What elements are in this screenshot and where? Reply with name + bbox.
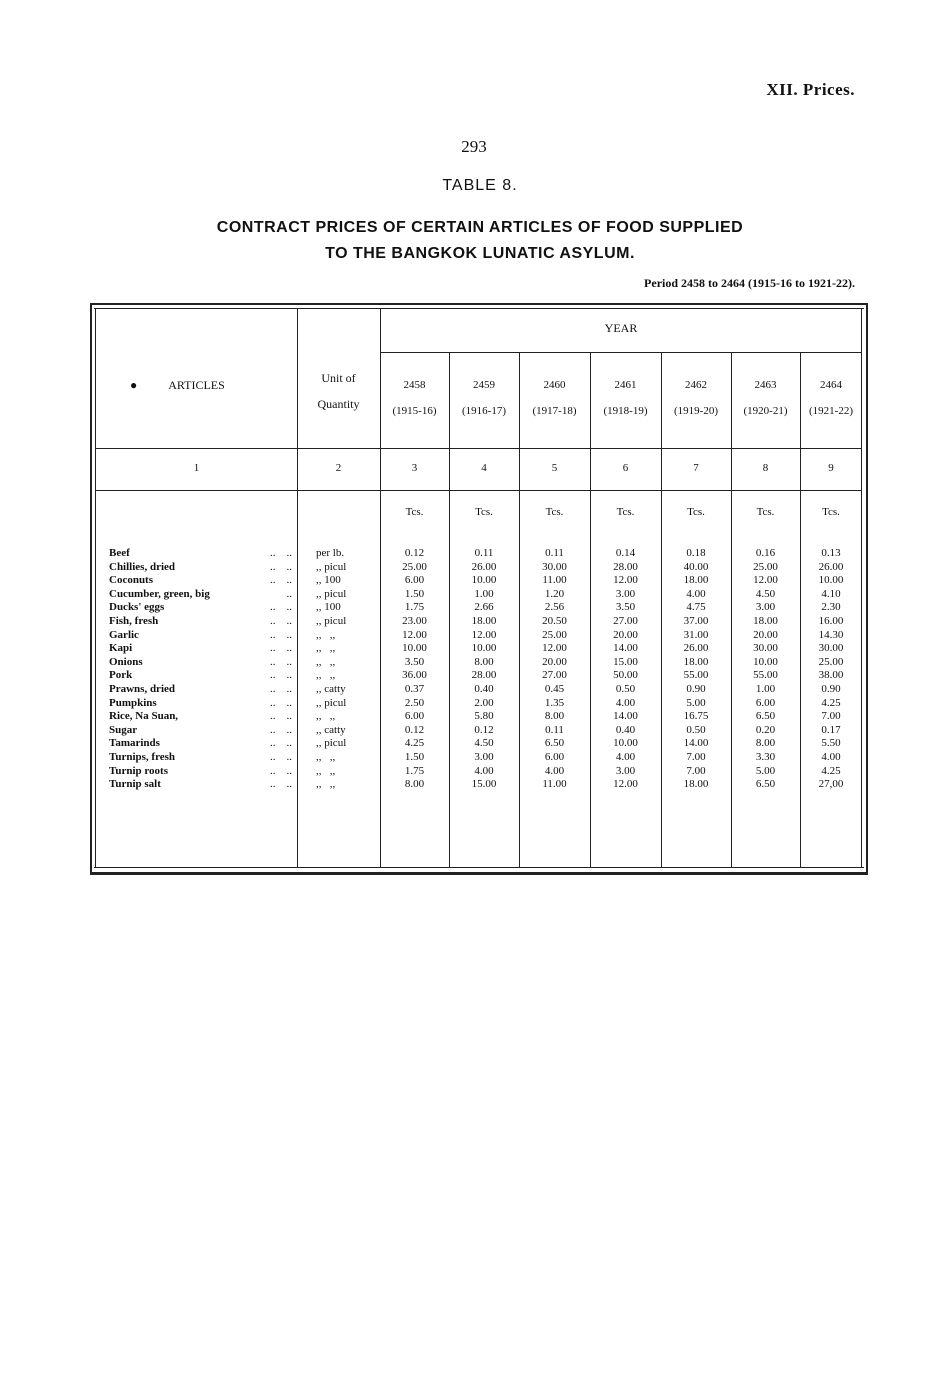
price-value: 6.00 <box>755 696 776 709</box>
price-value: 30.00 <box>818 642 844 655</box>
price-value: 6.50 <box>755 710 776 723</box>
year-ce: (1921-22) <box>809 405 853 417</box>
unit-of-quantity: ,, picul <box>316 737 347 750</box>
col-rule <box>449 352 450 868</box>
price-value: 8.00 <box>755 737 776 750</box>
price-value: 38.00 <box>818 669 844 682</box>
price-value: 0.11 <box>474 547 494 559</box>
price-value: 15.00 <box>471 778 497 791</box>
price-value: 18.00 <box>471 615 497 627</box>
unit-of-quantity: ,, ,, <box>316 642 336 655</box>
price-value: 18.00 <box>683 655 709 668</box>
price-value: 12.00 <box>471 628 497 641</box>
price-value: 0.90 <box>686 683 706 695</box>
leader-dots: .. .. <box>270 601 292 614</box>
price-value: 25.00 <box>753 560 778 573</box>
price-value: 27,00 <box>818 778 844 791</box>
price-value: 6.00 <box>404 710 425 723</box>
title-line-1: CONTRACT PRICES OF CERTAIN ARTICLES OF FOOD SUPPLIED <box>216 219 744 236</box>
price-value: 3.00 <box>474 751 494 763</box>
price-value: 4.10 <box>821 587 841 600</box>
price-value: 12.00 <box>613 778 638 791</box>
price-value: 50.00 <box>613 669 638 682</box>
price-value: 2.30 <box>821 601 841 614</box>
price-value: 20.00 <box>753 628 778 641</box>
article-name: Pork <box>109 669 133 682</box>
price-value: 0.12 <box>404 723 425 736</box>
leader-dots: .. .. <box>270 560 292 573</box>
unit-of-quantity: ,, ,, <box>316 710 336 723</box>
price-value: 4.25 <box>404 737 425 750</box>
col-rule <box>590 352 591 868</box>
price-value: 14.00 <box>683 737 709 750</box>
price-value: 30.00 <box>753 642 778 655</box>
currency-label: Tcs. <box>405 506 424 518</box>
price-value: 3.30 <box>755 751 776 763</box>
currency-label: Tcs. <box>756 506 775 518</box>
table-border-top-inner <box>94 308 864 309</box>
article-name: Prawns, dried <box>109 683 175 695</box>
leader-dots: .. .. <box>270 615 292 627</box>
price-value: 0.11 <box>545 723 564 736</box>
main-title <box>130 215 830 267</box>
colnum-rule <box>96 490 862 491</box>
price-value: 4.00 <box>615 696 636 709</box>
price-value: 18.00 <box>753 615 778 627</box>
year-ce: (1920-21) <box>743 405 788 417</box>
article-name: Garlic <box>109 628 139 641</box>
price-value: 2.66 <box>474 601 494 614</box>
year-ce: (1919-20) <box>674 405 718 417</box>
price-value: 7.00 <box>686 764 706 777</box>
price-value: 5.80 <box>474 710 494 723</box>
column-number: 2 <box>335 462 342 474</box>
unit-of-quantity: ,, picul <box>316 615 347 627</box>
leader-dots: .. .. <box>270 764 292 777</box>
leader-dots: .. .. <box>270 642 292 655</box>
unit-of-quantity: ,, catty <box>316 723 346 736</box>
price-value: 1.50 <box>404 587 425 600</box>
leader-dots: .. .. <box>270 683 292 695</box>
price-value: 20.50 <box>542 615 567 627</box>
price-value: 10.00 <box>471 642 497 655</box>
price-value: 1.00 <box>474 587 494 600</box>
price-value: 0.12 <box>404 547 425 559</box>
leader-dots: .. .. <box>270 737 292 750</box>
price-value: 1.00 <box>755 683 776 695</box>
page-number: 293 <box>461 137 487 156</box>
price-value: 55.00 <box>683 669 709 682</box>
year-header: YEAR <box>604 321 638 335</box>
price-value: 30.00 <box>542 560 567 573</box>
column-number: 6 <box>622 462 629 474</box>
price-value: 8.00 <box>544 710 565 723</box>
period-caption: Period 2458 to 2464 (1915-16 to 1921-22). <box>644 276 855 290</box>
price-value: 0.14 <box>615 547 636 559</box>
price-value: 10.00 <box>818 574 844 587</box>
leader-dots: .. .. <box>270 696 292 709</box>
price-value: 1.35 <box>544 696 565 709</box>
article-name: Kapi <box>109 642 133 655</box>
column-number: 1 <box>193 462 200 474</box>
price-value: 4.00 <box>544 764 565 777</box>
price-value: 0.12 <box>474 723 494 736</box>
price-value: 25.00 <box>402 560 427 573</box>
price-value: 10.00 <box>753 655 778 668</box>
year-ce: (1915-16) <box>392 405 437 417</box>
price-value: 0.40 <box>474 683 494 695</box>
price-value: 18.00 <box>683 778 709 791</box>
column-number: 5 <box>551 462 558 474</box>
currency-label: Tcs. <box>616 506 635 518</box>
bullet-icon: ● <box>130 378 138 392</box>
price-value: 20.00 <box>542 655 567 668</box>
price-value: 0.11 <box>545 547 564 559</box>
column-number: 9 <box>828 462 834 474</box>
price-value: 1.75 <box>404 764 425 777</box>
unit-of-quantity: ,, picul <box>316 560 347 573</box>
price-value: 0.37 <box>404 683 425 695</box>
unit-of-quantity: ,, ,, <box>316 778 336 791</box>
price-value: 6.00 <box>544 751 565 763</box>
table-border-bottom <box>90 872 868 875</box>
price-value: 25.00 <box>542 628 567 641</box>
price-value: 16.75 <box>683 710 709 723</box>
price-value: 3.00 <box>615 764 636 777</box>
section-header: XII. Prices. <box>766 80 855 99</box>
price-value: 6.00 <box>404 574 425 587</box>
leader-dots: .. .. <box>270 710 292 723</box>
article-name: Ducks' eggs <box>109 601 165 614</box>
price-value: 0.50 <box>615 683 636 695</box>
price-value: 7.00 <box>821 710 841 723</box>
price-value: 10.00 <box>402 642 427 655</box>
year-ce: (1916-17) <box>462 405 506 417</box>
leader-dots: .. .. <box>270 547 292 559</box>
price-value: 10.00 <box>613 737 638 750</box>
leader-dots: .. .. <box>270 628 292 641</box>
year-be: 2460 <box>543 379 566 391</box>
price-value: 0.45 <box>544 683 565 695</box>
leader-dots: .. .. <box>270 723 292 736</box>
price-value: 1.75 <box>404 601 425 614</box>
price-value: 8.00 <box>404 778 425 791</box>
currency-label: Tcs. <box>822 506 840 518</box>
leader-dots: .. .. <box>270 669 292 682</box>
price-value: 6.50 <box>544 737 565 750</box>
price-value: 6.50 <box>755 778 776 791</box>
article-name: Rice, Na Suan, <box>109 710 179 723</box>
price-value: 11.00 <box>542 778 567 791</box>
article-name: Beef <box>109 547 130 559</box>
price-value: 10.00 <box>471 574 497 587</box>
price-value: 0.20 <box>755 723 776 736</box>
price-value: 8.00 <box>474 655 494 668</box>
price-value: 4.00 <box>821 751 841 763</box>
year-be: 2458 <box>403 379 426 391</box>
price-value: 0.50 <box>686 723 706 736</box>
price-value: 28.00 <box>471 669 497 682</box>
price-value: 55.00 <box>753 669 778 682</box>
column-number: 7 <box>693 462 699 474</box>
price-value: 14.30 <box>818 628 844 641</box>
price-value: 4.00 <box>474 764 494 777</box>
price-value: 40.00 <box>683 560 709 573</box>
leader-dots: .. .. <box>270 778 292 791</box>
price-value: 4.75 <box>686 601 706 614</box>
price-value: 4.00 <box>686 587 706 600</box>
article-name: Turnip roots <box>109 764 168 777</box>
price-value: 2.56 <box>544 601 565 614</box>
price-value: 16.00 <box>818 615 844 627</box>
col-rule <box>661 352 662 868</box>
year-be: 2464 <box>820 379 842 391</box>
title-line-2: TO THE BANGKOK LUNATIC ASYLUM. <box>325 245 635 262</box>
unit-of-quantity: ,, catty <box>316 683 346 695</box>
table-border-left <box>90 303 92 875</box>
price-value: 3.50 <box>404 655 425 668</box>
article-name: Sugar <box>109 723 138 736</box>
price-value: 5.00 <box>686 696 706 709</box>
price-value: 5.00 <box>755 764 776 777</box>
unit-of-quantity: ,, ,, <box>316 669 336 682</box>
price-value: 36.00 <box>402 669 427 682</box>
price-value: 26.00 <box>471 560 497 573</box>
article-name: Coconuts <box>109 574 154 587</box>
year-be: 2461 <box>614 379 637 391</box>
col-rule <box>519 352 520 868</box>
currency-label: Tcs. <box>687 506 705 518</box>
article-name: Fish, fresh <box>109 615 159 627</box>
price-value: 0.13 <box>821 547 841 559</box>
price-value: 0.17 <box>821 723 841 736</box>
article-name: Tamarinds <box>109 737 160 750</box>
price-value: 18.00 <box>683 574 709 587</box>
price-value: 0.90 <box>821 683 841 695</box>
price-value: 3.00 <box>755 601 776 614</box>
currency-label: Tcs. <box>475 506 493 518</box>
price-value: 0.40 <box>615 723 636 736</box>
price-table <box>90 303 868 875</box>
article-name: Cucumber, green, big <box>109 587 210 600</box>
header-rule <box>96 448 862 449</box>
price-value: 7.00 <box>686 751 706 763</box>
price-value: 23.00 <box>402 615 427 627</box>
article-name: Turnips, fresh <box>109 751 176 763</box>
price-value: 2.50 <box>404 696 425 709</box>
price-value: 0.18 <box>686 547 706 559</box>
table-border-right <box>866 303 868 875</box>
price-value: 12.00 <box>753 574 778 587</box>
column-number: 3 <box>411 462 418 474</box>
price-value: 37.00 <box>683 615 709 627</box>
price-value: 25.00 <box>818 655 844 668</box>
price-value: 4.25 <box>821 696 841 709</box>
year-be: 2459 <box>473 379 495 391</box>
price-value: 15.00 <box>613 655 638 668</box>
leader-dots: .. .. <box>270 655 292 668</box>
price-value: 2.00 <box>474 696 494 709</box>
price-value: 12.00 <box>613 574 638 587</box>
article-name: Pumpkins <box>109 696 157 709</box>
price-value: 31.00 <box>683 628 709 641</box>
price-value: 12.00 <box>542 642 567 655</box>
column-number: 8 <box>762 462 769 474</box>
unit-of-quantity: ,, 100 <box>316 574 341 587</box>
article-name: Onions <box>109 655 143 668</box>
table-border-bottom-inner <box>94 867 864 868</box>
unit-of-quantity: per lb. <box>316 547 345 559</box>
price-value: 12.00 <box>402 628 427 641</box>
table-title: TABLE 8. <box>442 177 518 194</box>
price-value: 4.25 <box>821 764 841 777</box>
unit-of-quantity: ,, ,, <box>316 655 336 668</box>
price-value: 4.50 <box>755 587 776 600</box>
unit-of-quantity: ,, ,, <box>316 764 336 777</box>
year-be: 2462 <box>685 379 707 391</box>
table-border-top <box>90 303 868 305</box>
price-value: 1.50 <box>404 751 425 763</box>
price-value: 3.00 <box>615 587 636 600</box>
article-name: Chillies, dried <box>109 560 176 573</box>
year-be: 2463 <box>754 379 777 391</box>
price-value: 27.00 <box>542 669 567 682</box>
price-value: 3.50 <box>615 601 636 614</box>
price-value: 14.00 <box>613 642 638 655</box>
price-value: 4.00 <box>615 751 636 763</box>
year-ce: (1917-18) <box>532 405 577 417</box>
price-value: 1.20 <box>544 587 565 600</box>
price-value: 11.00 <box>542 574 567 587</box>
articles-header: ● ARTICLES <box>130 378 225 392</box>
unit-of-quantity: ,, picul <box>316 696 347 709</box>
unit-of-quantity: ,, ,, <box>316 751 336 763</box>
leader-dots: .. <box>286 587 292 600</box>
unit-header: Unit of Quantity <box>317 371 360 411</box>
price-value: 26.00 <box>683 642 709 655</box>
column-number: 4 <box>481 462 487 474</box>
article-name: Turnip salt <box>109 778 161 791</box>
price-value: 26.00 <box>818 560 844 573</box>
year-rule <box>380 352 862 353</box>
unit-of-quantity: ,, picul <box>316 587 347 600</box>
price-value: 4.50 <box>474 737 494 750</box>
unit-of-quantity: ,, 100 <box>316 601 341 614</box>
leader-dots: .. .. <box>270 751 292 763</box>
leader-dots: .. .. <box>270 574 292 587</box>
price-value: 14.00 <box>613 710 638 723</box>
currency-label: Tcs. <box>545 506 564 518</box>
price-value: 27.00 <box>613 615 638 627</box>
price-value: 0.16 <box>755 547 776 559</box>
unit-of-quantity: ,, ,, <box>316 628 336 641</box>
year-ce: (1918-19) <box>603 405 648 417</box>
price-value: 20.00 <box>613 628 638 641</box>
price-value: 28.00 <box>613 560 638 573</box>
price-value: 5.50 <box>821 737 841 750</box>
